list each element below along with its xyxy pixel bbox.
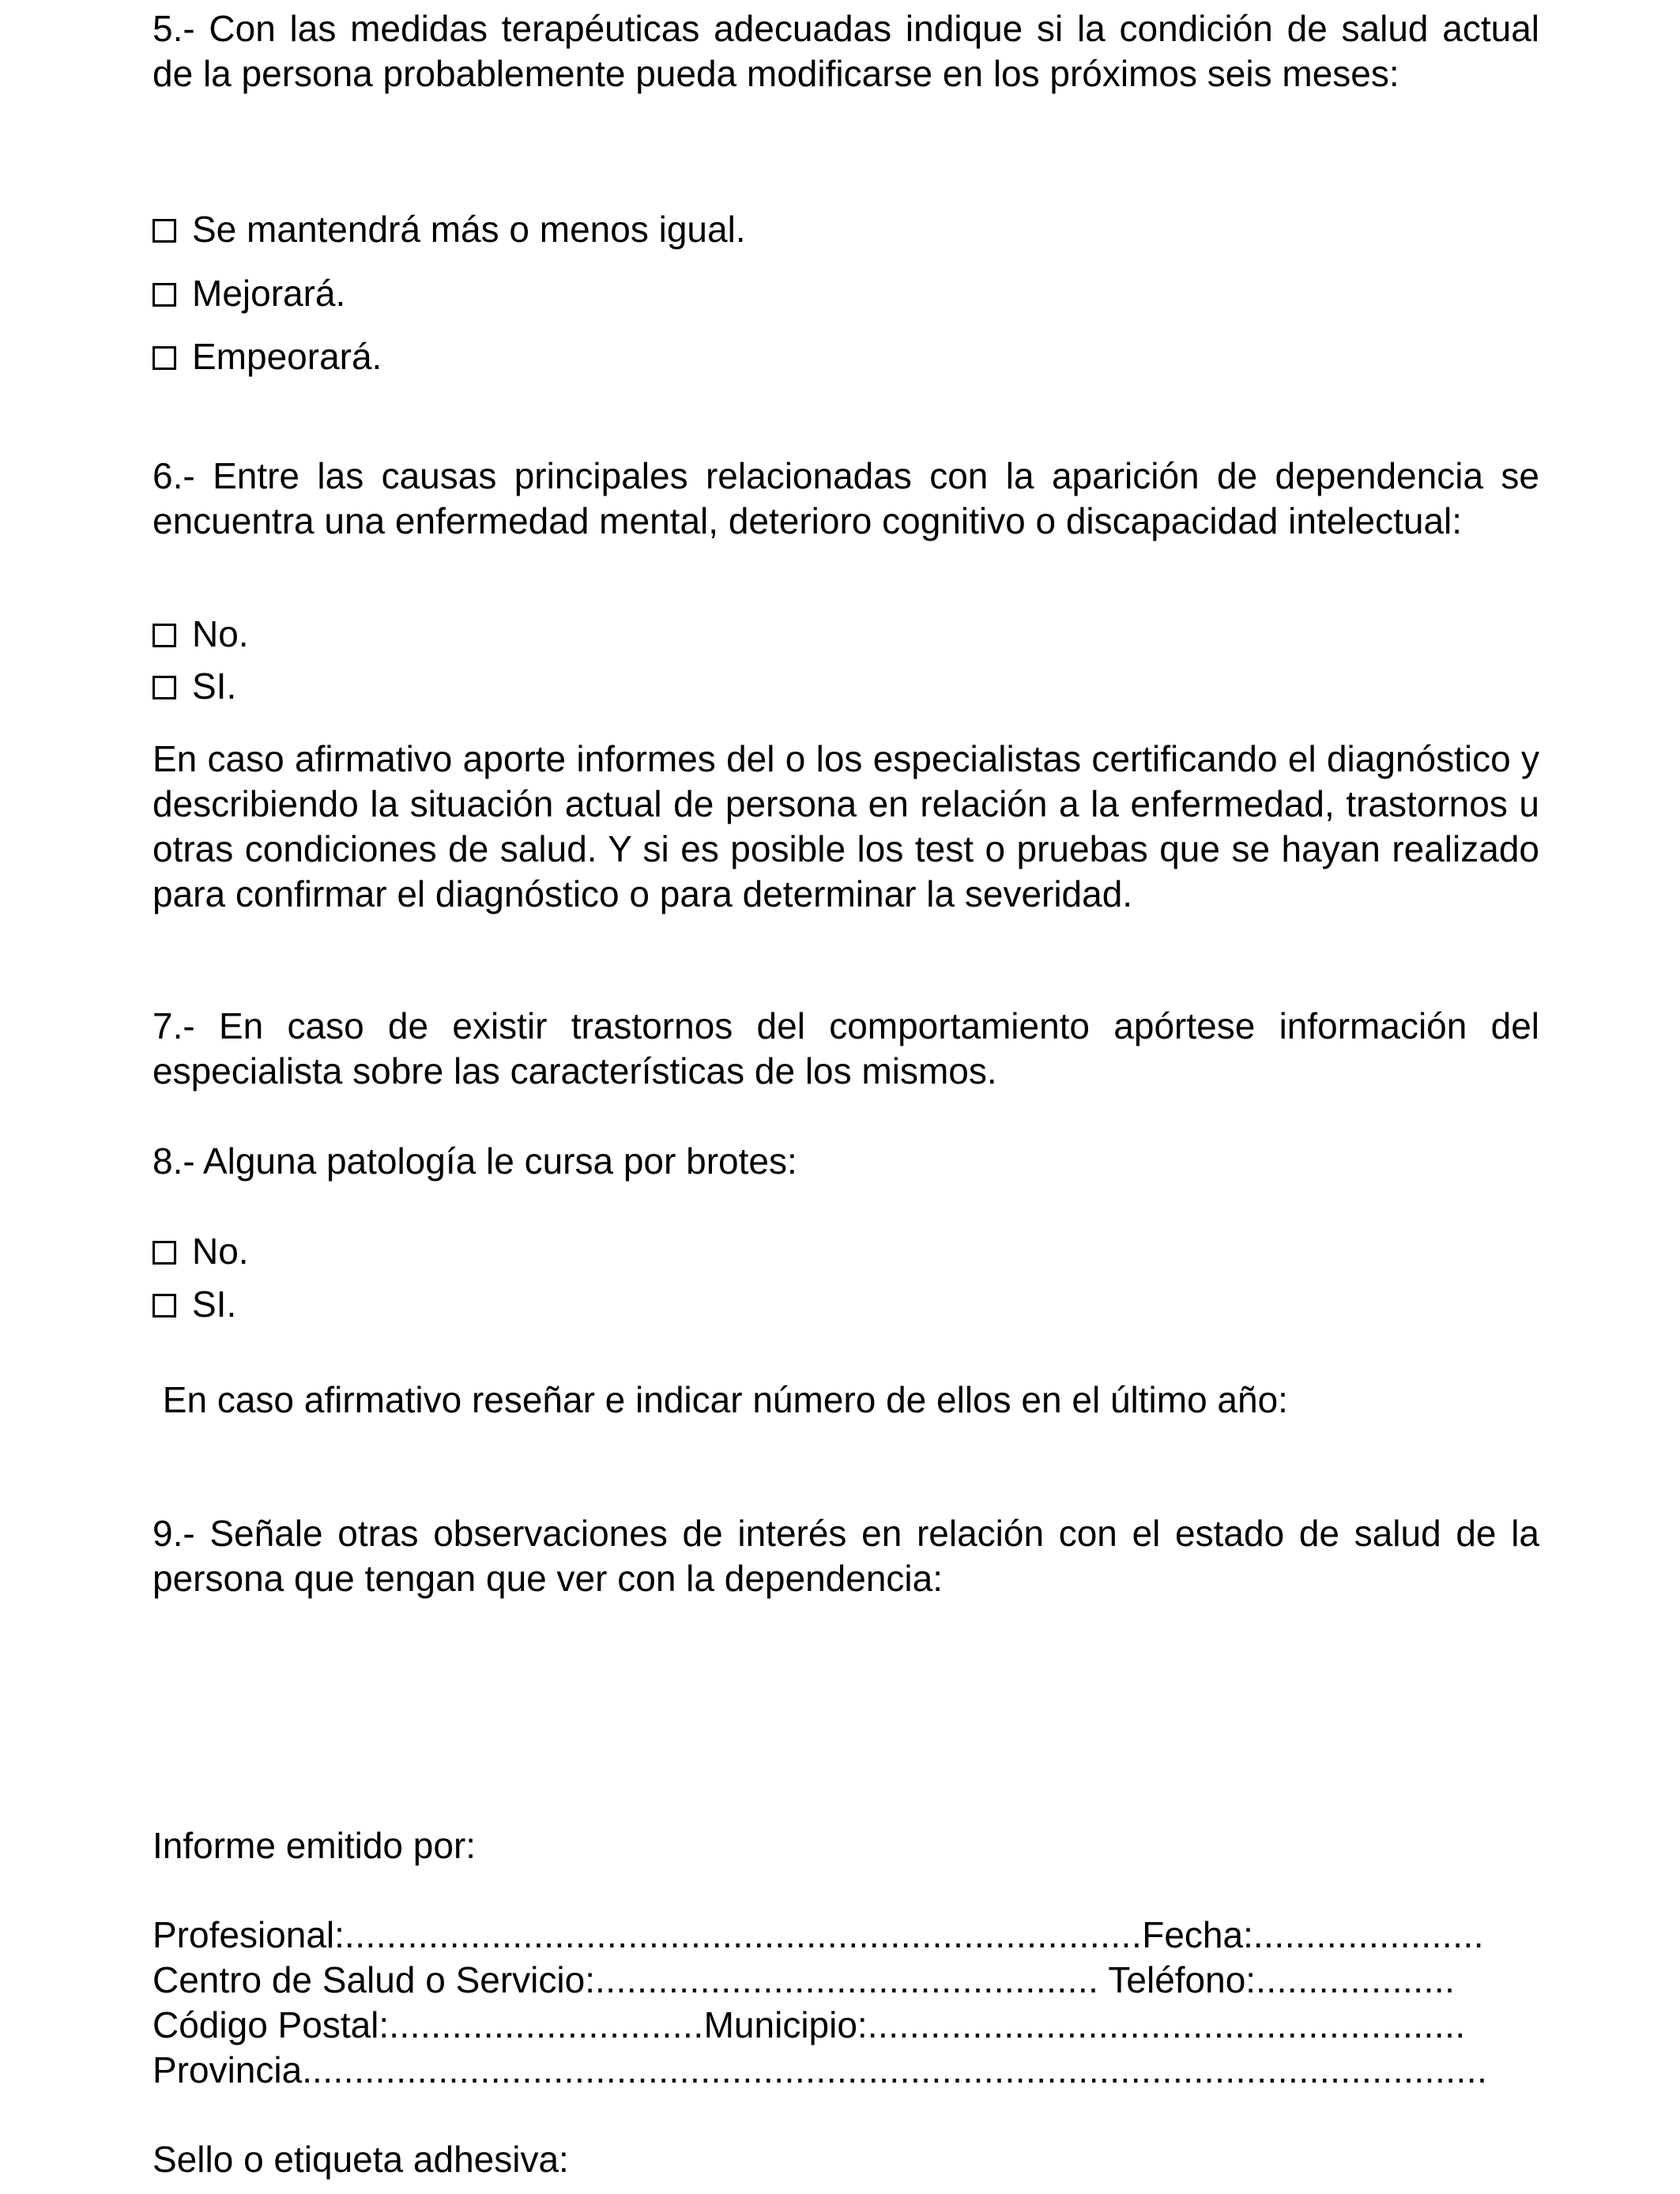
checkbox[interactable] (153, 219, 176, 243)
q5-option-worsen[interactable] (153, 334, 382, 379)
question-7-text: 7.- En caso de existir trastornos del comportamiento apórtese información del especialista sobre las características de los mismos. (153, 1005, 1539, 1091)
checkbox[interactable] (153, 624, 176, 647)
option-label: Empeorará. (192, 336, 382, 377)
question-9-text: 9.- Señale otras observaciones de interés en relación con el estado de salud de la persona que tengan que ver con la dependencia: (153, 1513, 1539, 1599)
q8-option-no[interactable] (153, 1229, 249, 1274)
profesional-field[interactable]: ............................................................................ (344, 1914, 1143, 1955)
question-8-followup: En caso afirmativo reseñar e indicar número de ellos en el último año: (153, 1379, 1288, 1420)
q5-option-improve[interactable] (153, 271, 345, 316)
question-5-text: 5.- Con las medidas terapéuticas adecuadas indique si la condición de salud actual de la persona probablemente pueda modificarse en los próximos seis meses: (153, 8, 1539, 94)
question-6-text: 6.- Entre las causas principales relacionadas con la aparición de dependencia se encuentra una enfermedad mental, deterioro cognitivo o discapacidad intelectual: (153, 455, 1539, 541)
telefono-field[interactable]: ................... (1256, 1959, 1456, 2000)
checkbox[interactable] (153, 346, 176, 370)
fecha-label: Fecha: (1142, 1914, 1253, 1955)
option-label: No. (192, 1231, 249, 1272)
municipio-label: Municipio: (703, 2004, 868, 2045)
q6-option-no[interactable] (153, 612, 249, 657)
q6-option-si[interactable] (153, 664, 236, 709)
option-label: SI. (192, 1284, 237, 1325)
question-8-text: 8.- Alguna patología le cursa por brotes: (153, 1140, 797, 1182)
provincia-field[interactable]: ................................................................................................................ (311, 2049, 1488, 2090)
centro-field[interactable]: ................................................ (594, 1959, 1099, 2000)
q5-option-same[interactable] (153, 207, 746, 252)
centro-label: Centro de Salud o Servicio: (153, 1959, 595, 2000)
stamp-label: Sello o etiqueta adhesiva: (153, 2139, 569, 2180)
municipio-field[interactable]: ......................................................... (867, 2004, 1466, 2045)
fecha-field[interactable]: ...................... (1252, 1914, 1485, 1955)
provincia-line (153, 2048, 1535, 2093)
checkbox[interactable] (153, 1294, 176, 1318)
option-label: SI. (192, 665, 237, 707)
report-issued-by: Informe emitido por: (153, 1825, 477, 1866)
profesional-line (153, 1913, 1535, 1958)
q8-option-si[interactable] (153, 1282, 236, 1327)
codigo-postal-field[interactable]: .............................. (389, 2004, 704, 2045)
question-6-followup: En caso afirmativo aporte informes del o los especialistas certificando el diagnóstico y describiendo la situación actual de persona en relación a la enfermedad, trastornos u otras condiciones de salud. Y si es posible los test o pruebas que se hayan realizado para confirmar el diagnóstico o para determinar la severidad. (153, 738, 1539, 914)
option-label: Se mantendrá más o menos igual. (192, 209, 746, 250)
telefono-label: Teléfono: (1098, 1959, 1256, 2000)
codigo-postal-label: Código Postal: (153, 2004, 390, 2045)
option-label: Mejorará. (192, 273, 346, 314)
checkbox[interactable] (153, 1241, 176, 1265)
codigo-postal-line (153, 2003, 1535, 2048)
centro-line (153, 1958, 1535, 2003)
profesional-label: Profesional: (153, 1914, 345, 1955)
checkbox[interactable] (153, 676, 176, 699)
checkbox[interactable] (153, 283, 176, 307)
option-label: No. (192, 613, 249, 654)
provincia-label: Provincia. (153, 2049, 312, 2090)
